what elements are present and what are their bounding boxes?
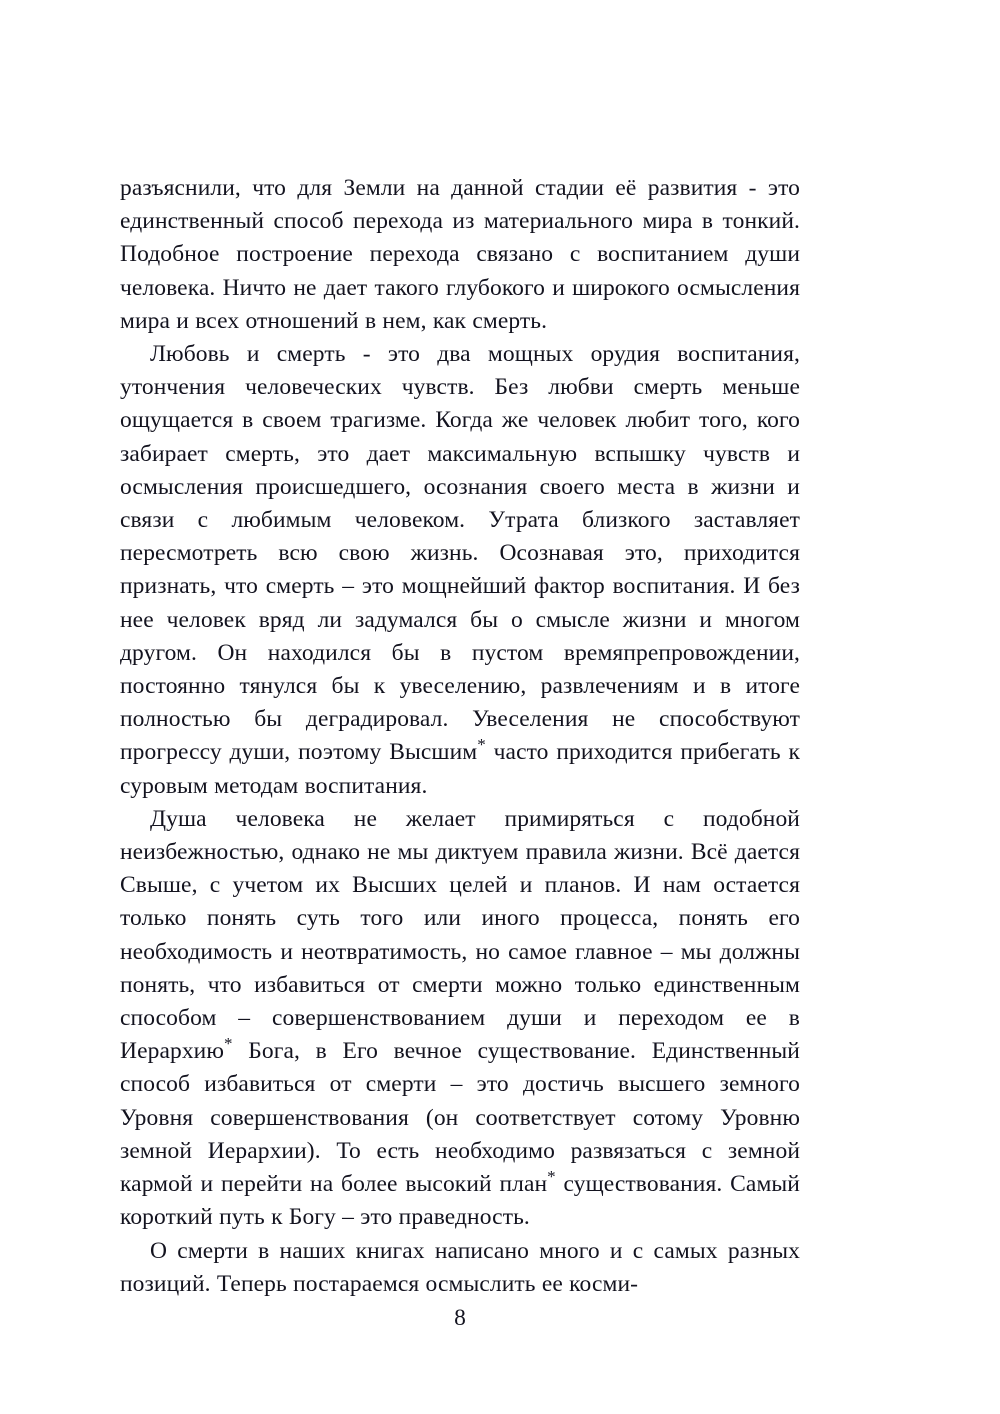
paragraph-text-part: Бога, в Его вечное существование. Единственный способ избавиться от смерти – это достичь высшего земного Уровня совершенствования (он соответствует сотому Уровню земной Иерархии). То есть необходимо развязаться с земной кармой и перейти на более высокий план — [120, 1038, 800, 1198]
footnote-marker-icon: * — [547, 1167, 556, 1187]
footnote-marker-icon: * — [224, 1034, 233, 1054]
paragraph-text-part: существования. Самый короткий путь к Богу – это праведность. — [120, 1171, 800, 1231]
paragraph-soul-of-man — [120, 803, 800, 1235]
paragraph-about-death-books: О смерти в наших книгах написано много и с самых разных позиций. Теперь постараемся осмыслить ее косми- — [120, 1237, 800, 1297]
paragraph-love-and-death — [120, 338, 800, 803]
page-number: 8 — [454, 1305, 466, 1331]
footnote-marker-icon: * — [477, 735, 486, 755]
paragraph-continuation: разъяснили, что для Земли на данной стадии её развития - это единственный способ перехода из материального мира в тонкий. Подобное построение перехода связано с воспитанием души человека. Ничто не дает такого глубокого и широкого осмысления мира и всех отношений в нем, как смерть. — [120, 175, 800, 334]
page-text-block — [120, 172, 800, 1301]
paragraph-text-part: Душа человека не желает примиряться с подобной неизбежностью, однако не мы диктуем правила жизни. Всё дается Свыше, с учетом их Высших целей и планов. И нам остается только понять суть того или иного процесса, понять его необходимость и неотвратимость, но самое главное – мы должны понять, что избавиться от смерти можно только единственным способом – совершенствованием души и переходом ее в Иерархию — [120, 805, 800, 1065]
paragraph-text-part: Любовь и смерть - это два мощных орудия воспитания, утончения человеческих чувств. Без любви смерть меньше ощущается в своем трагизме. Когда же человек любит того, кого забирает смерть, это дает максимальную вспышку чувств и осмысления происшедшего, осознания своего места в жизни и связи с любимым человеком. Утрата близкого заставляет пересмотреть всю свою жизнь. Осознавая это, приходится признать, что смерть – это мощнейший фактор воспитания. И без нее человек вряд ли задумался бы о смысле жизни и многом другом. Он находился бы в пустом времяпрепровождении, постоянно тянулся бы к увеселению, развлечениям и в итоге полностью бы деградировал. Увеселения не способствуют прогрессу души, поэтому Высшим — [120, 341, 800, 766]
paragraph-text-part: часто приходится прибегать к суровым методам воспитания. — [120, 739, 800, 799]
